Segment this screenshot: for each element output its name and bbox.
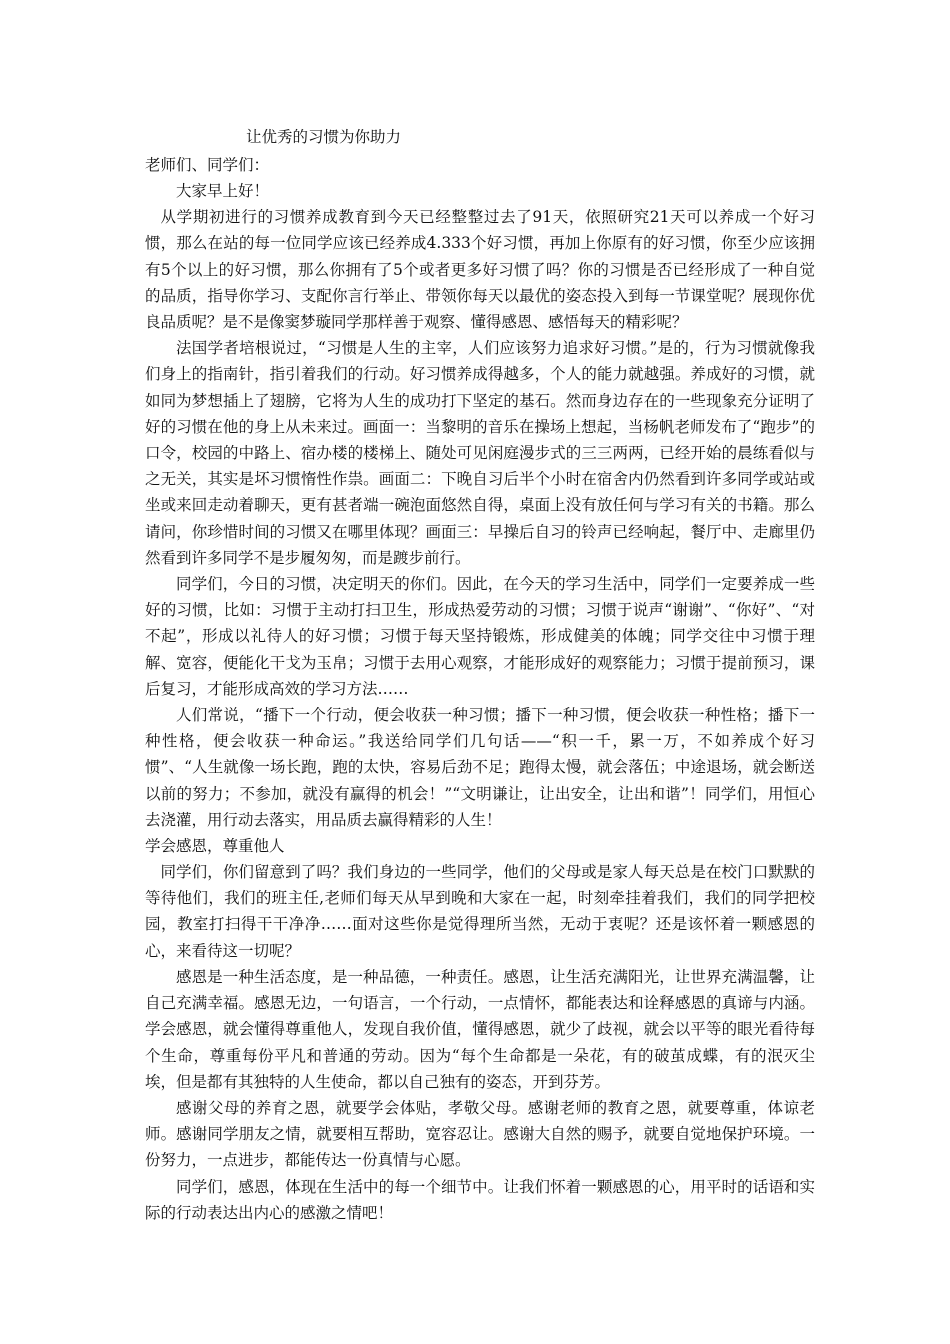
document-title: 让优秀的习惯为你助力 [246, 128, 402, 146]
section-paragraph-1: 同学们，你们留意到了吗？我们身边的一些同学，他们的父母或是家人每天总是在校门口默默的等待他们，我们的班主任,老师们每天从早到晚和大家在一起，时刻牵挂着我们，我们的同学把校园，教室打扫得干干净净……面对这些你是觉得理所当然，无动于衷呢？还是该怀着一颗感恩的心，来看待这一切呢？ [145, 863, 815, 960]
section-paragraph-4: 同学们，感恩，体现在生活中的每一个细节中。让我们怀着一颗感恩的心，用平时的话语和实际的行动表达出内心的感激之情吧！ [145, 1177, 815, 1222]
section-paragraph-3: 感谢父母的养育之恩，就要学会体贴，孝敬父母。感谢老师的教育之恩，就要尊重，体谅老师。感谢同学朋友之情，就要相互帮助，宽容忍让。感谢大自然的赐予，就要自觉地保护环境。一份努力，一点进步，都能传达一份真情与心愿。 [145, 1098, 815, 1170]
greeting: 大家早上好！ [176, 182, 270, 200]
paragraph-2: 法国学者培根说过，“习惯是人生的主宰，人们应该努力追求好习惯。”是的，行为习惯就像我们身上的指南针，指引着我们的行动。好习惯养成得越多，个人的能力就越强。养成好的习惯，就如同为梦想插上了翅膀，它将为人生的成功打下坚定的基石。然而身边存在的一些现象充分证明了好的习惯在他的身上从未来过。画面一：当黎明的音乐在操场上想起，当杨帆老师发布了“跑步”的口令，校园的中路上、宿办楼的楼梯上、随处可见闲庭漫步式的三三两两，已经开始的晨练看似与之无关，其实是坏习惯惰性作祟。画面二：下晚自习后半个小时在宿舍内仍然看到许多同学或站或坐或来回走动着聊天，更有甚者端一碗泡面悠然自得，桌面上没有放任何与学习有关的书籍。那么请问，你珍惜时间的习惯又在哪里体现？画面三：早操后自习的铃声已经响起，餐厅中、走廊里仍然看到许多同学不是步履匆匆，而是踱步前行。 [145, 339, 815, 567]
paragraph-1: 从学期初进行的习惯养成教育到今天已经整整过去了91天，依照研究21天可以养成一个好习惯，那么在站的每一位同学应该已经养成4.333个好习惯，再加上你原有的好习惯，你至少应该拥有5个以上的好习惯，那么你拥有了5个或者更多好习惯了吗？你的习惯是否已经形成了一种自觉的品质，指导你学习、支配你言行举止、带领你每天以最优的姿态投入到每一节课堂呢？展现你优良品质呢？是不是像窦梦璇同学那样善于观察、懂得感恩、感悟每天的精彩呢？ [145, 208, 815, 332]
section-paragraph-2: 感恩是一种生活态度，是一种品德，一种责任。感恩，让生活充满阳光，让世界充满温馨，让自己充满幸福。感恩无边，一句语言，一个行动，一点情怀，都能表达和诠释感恩的真谛与内涵。学会感恩，就会懂得尊重他人，发现自我价值，懂得感恩，就少了歧视，就会以平等的眼光看待每个生命，尊重每份平凡和普通的劳动。因为“每个生命都是一朵花，有的破茧成蝶，有的泯灭尘埃，但是都有其独特的人生使命，都以自己独有的姿态，开到芬芳。 [145, 967, 815, 1091]
salutation: 老师们、同学们： [145, 156, 270, 174]
section-heading: 学会感恩，尊重他人 [145, 837, 285, 856]
paragraph-3: 同学们，今日的习惯，决定明天的你们。因此，在今天的学习生活中，同学们一定要养成一些好的习惯，比如：习惯于主动打扫卫生，形成热爱劳动的习惯；习惯于说声“谢谢”、“你好”、“对不起”，形成以礼待人的好习惯；习惯于每天坚持锻炼，形成健美的体魄；同学交往中习惯于理解、宽容，便能化干戈为玉帛；习惯于去用心观察，才能形成好的观察能力；习惯于提前预习，课后复习，才能形成高效的学习方法…… [145, 575, 815, 698]
document-page [145, 124, 815, 1226]
paragraph-4: 人们常说，“播下一个行动，便会收获一种习惯；播下一种习惯，便会收获一种性格；播下一种性格，便会收获一种命运。”我送给同学们几句话——“积一千，累一万，不如养成个好习惯”、“人生就像一场长跑，跑的太快，容易后劲不足；跑得太慢，就会落伍；中途退场，就会断送以前的努力；不参加，就没有赢得的机会！”“文明谦让，让出安全，让出和谐”！同学们，用恒心去浇灌，用行动去落实，用品质去赢得精彩的人生！ [145, 706, 815, 829]
